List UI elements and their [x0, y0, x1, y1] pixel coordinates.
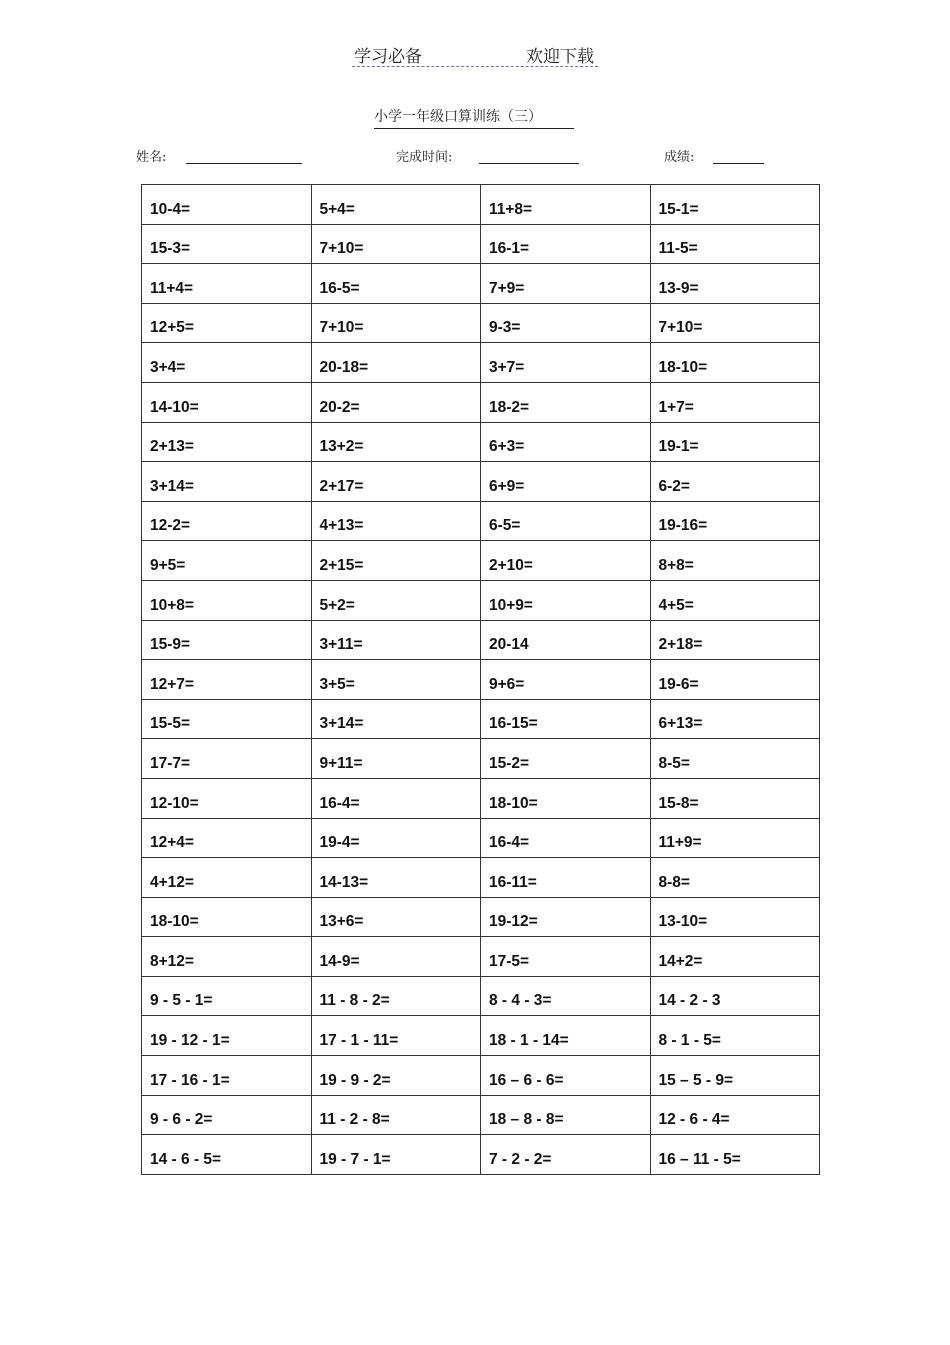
problem-cell: 12-10=	[142, 778, 312, 818]
problem-cell: 19-4=	[311, 818, 481, 858]
problem-cell: 16-15=	[481, 699, 651, 739]
grid-row	[142, 660, 820, 700]
problem-cell: 9+11=	[311, 739, 481, 779]
problem-grid	[141, 184, 820, 1175]
problem-cell: 3+5=	[311, 660, 481, 700]
problem-cell: 14 - 6 - 5=	[142, 1135, 312, 1175]
grid-row	[142, 818, 820, 858]
problem-cell: 9+5=	[142, 541, 312, 581]
problem-cell: 18 – 8 - 8=	[481, 1095, 651, 1135]
problem-cell: 3+7=	[481, 343, 651, 383]
time-label: 完成时间:	[396, 150, 453, 165]
problem-cell: 14-10=	[142, 382, 312, 422]
problem-cell: 15-9=	[142, 620, 312, 660]
problem-cell: 10+9=	[481, 580, 651, 620]
problem-cell: 14+2=	[650, 937, 820, 977]
problem-cell: 9 - 5 - 1=	[142, 976, 312, 1016]
problem-cell: 16-5=	[311, 264, 481, 304]
grid-row	[142, 541, 820, 581]
problem-cell: 16-4=	[311, 778, 481, 818]
problem-cell: 4+12=	[142, 858, 312, 898]
problem-cell: 11 - 2 - 8=	[311, 1095, 481, 1135]
problem-cell: 8 - 1 - 5=	[650, 1016, 820, 1056]
problem-cell: 11-5=	[650, 224, 820, 264]
problem-cell: 18-10=	[142, 897, 312, 937]
problem-cell: 19 - 9 - 2=	[311, 1056, 481, 1096]
problem-cell: 18-10=	[650, 343, 820, 383]
problem-cell: 12+5=	[142, 303, 312, 343]
problem-cell: 5+4=	[311, 185, 481, 225]
grid-row	[142, 620, 820, 660]
problem-cell: 13+6=	[311, 897, 481, 937]
problem-cell: 8+12=	[142, 937, 312, 977]
grid-row	[142, 897, 820, 937]
problem-cell: 1+7=	[650, 382, 820, 422]
problem-cell: 7+10=	[311, 303, 481, 343]
problem-cell: 16-11=	[481, 858, 651, 898]
problem-cell: 3+14=	[311, 699, 481, 739]
header-right-text: 欢迎下载	[526, 47, 594, 67]
problem-cell: 3+11=	[311, 620, 481, 660]
problem-cell: 7 - 2 - 2=	[481, 1135, 651, 1175]
problem-cell: 19 - 12 - 1=	[142, 1016, 312, 1056]
problem-cell: 14 - 2 - 3	[650, 976, 820, 1016]
grid-row	[142, 937, 820, 977]
problem-cell: 7+9=	[481, 264, 651, 304]
problem-cell: 13-9=	[650, 264, 820, 304]
problem-cell: 13+2=	[311, 422, 481, 462]
problem-cell: 12 - 6 - 4=	[650, 1095, 820, 1135]
problem-cell: 7+10=	[650, 303, 820, 343]
problem-cell: 2+18=	[650, 620, 820, 660]
problem-cell: 11+4=	[142, 264, 312, 304]
header-left-text: 学习必备	[354, 47, 422, 67]
problem-cell: 6-5=	[481, 501, 651, 541]
problem-cell: 2+13=	[142, 422, 312, 462]
problem-cell: 14-9=	[311, 937, 481, 977]
grid-row	[142, 778, 820, 818]
problem-cell: 9+6=	[481, 660, 651, 700]
grid-row	[142, 382, 820, 422]
problem-cell: 19-16=	[650, 501, 820, 541]
problem-cell: 20-18=	[311, 343, 481, 383]
problem-cell: 17 - 1 - 11=	[311, 1016, 481, 1056]
problem-cell: 8-8=	[650, 858, 820, 898]
problem-cell: 20-2=	[311, 382, 481, 422]
problem-cell: 11+8=	[481, 185, 651, 225]
grid-row	[142, 422, 820, 462]
problem-cell: 16-4=	[481, 818, 651, 858]
problem-cell: 13-10=	[650, 897, 820, 937]
problem-cell: 16-1=	[481, 224, 651, 264]
problem-cell: 15 – 5 - 9=	[650, 1056, 820, 1096]
grid-row	[142, 1095, 820, 1135]
worksheet-title: 小学一年级口算训练（三）	[374, 106, 574, 129]
problem-cell: 19-6=	[650, 660, 820, 700]
problem-cell: 12-2=	[142, 501, 312, 541]
grid-row	[142, 699, 820, 739]
grid-row	[142, 580, 820, 620]
problem-cell: 17 - 16 - 1=	[142, 1056, 312, 1096]
grid-row	[142, 1135, 820, 1175]
problem-cell: 6+3=	[481, 422, 651, 462]
problem-cell: 10-4=	[142, 185, 312, 225]
problem-cell: 15-2=	[481, 739, 651, 779]
problem-cell: 19-12=	[481, 897, 651, 937]
score-blank[interactable]	[713, 163, 764, 164]
problem-cell: 7+10=	[311, 224, 481, 264]
grid-row	[142, 462, 820, 502]
grid-row	[142, 976, 820, 1016]
problem-cell: 8 - 4 - 3=	[481, 976, 651, 1016]
name-label: 姓名:	[136, 150, 167, 165]
problem-cell: 9-3=	[481, 303, 651, 343]
problem-cell: 12+7=	[142, 660, 312, 700]
page-header	[352, 40, 598, 67]
problem-cell: 18-2=	[481, 382, 651, 422]
problem-cell: 17-5=	[481, 937, 651, 977]
grid-row	[142, 1056, 820, 1096]
problem-cell: 6+9=	[481, 462, 651, 502]
problem-cell: 8+8=	[650, 541, 820, 581]
problem-cell: 18 - 1 - 14=	[481, 1016, 651, 1056]
problem-cell: 18-10=	[481, 778, 651, 818]
problem-cell: 14-13=	[311, 858, 481, 898]
grid-row	[142, 343, 820, 383]
problem-cell: 3+4=	[142, 343, 312, 383]
problem-cell: 12+4=	[142, 818, 312, 858]
grid-row	[142, 185, 820, 225]
grid-row	[142, 739, 820, 779]
problem-cell: 15-5=	[142, 699, 312, 739]
problem-cell: 17-7=	[142, 739, 312, 779]
problem-cell: 3+14=	[142, 462, 312, 502]
problem-cell: 20-14	[481, 620, 651, 660]
problem-cell: 15-1=	[650, 185, 820, 225]
grid-row	[142, 264, 820, 304]
grid-row	[142, 1016, 820, 1056]
grid-row	[142, 303, 820, 343]
problem-cell: 11+9=	[650, 818, 820, 858]
problem-cell: 6+13=	[650, 699, 820, 739]
problem-cell: 19-1=	[650, 422, 820, 462]
problem-cell: 8-5=	[650, 739, 820, 779]
problem-cell: 9 - 6 - 2=	[142, 1095, 312, 1135]
problem-cell: 4+5=	[650, 580, 820, 620]
problem-cell: 2+17=	[311, 462, 481, 502]
time-blank[interactable]	[479, 163, 579, 164]
problem-cell: 2+10=	[481, 541, 651, 581]
problem-cell: 19 - 7 - 1=	[311, 1135, 481, 1175]
problem-cell: 15-3=	[142, 224, 312, 264]
score-label: 成绩:	[664, 150, 695, 165]
problem-cell: 16 – 6 - 6=	[481, 1056, 651, 1096]
problem-cell: 10+8=	[142, 580, 312, 620]
problem-cell: 4+13=	[311, 501, 481, 541]
problem-cell: 5+2=	[311, 580, 481, 620]
problem-cell: 16 – 11 - 5=	[650, 1135, 820, 1175]
problem-cell: 6-2=	[650, 462, 820, 502]
problem-cell: 11 - 8 - 2=	[311, 976, 481, 1016]
problem-cell: 2+15=	[311, 541, 481, 581]
problem-cell: 15-8=	[650, 778, 820, 818]
name-blank[interactable]	[186, 163, 302, 164]
grid-row	[142, 224, 820, 264]
grid-row	[142, 501, 820, 541]
grid-row	[142, 858, 820, 898]
